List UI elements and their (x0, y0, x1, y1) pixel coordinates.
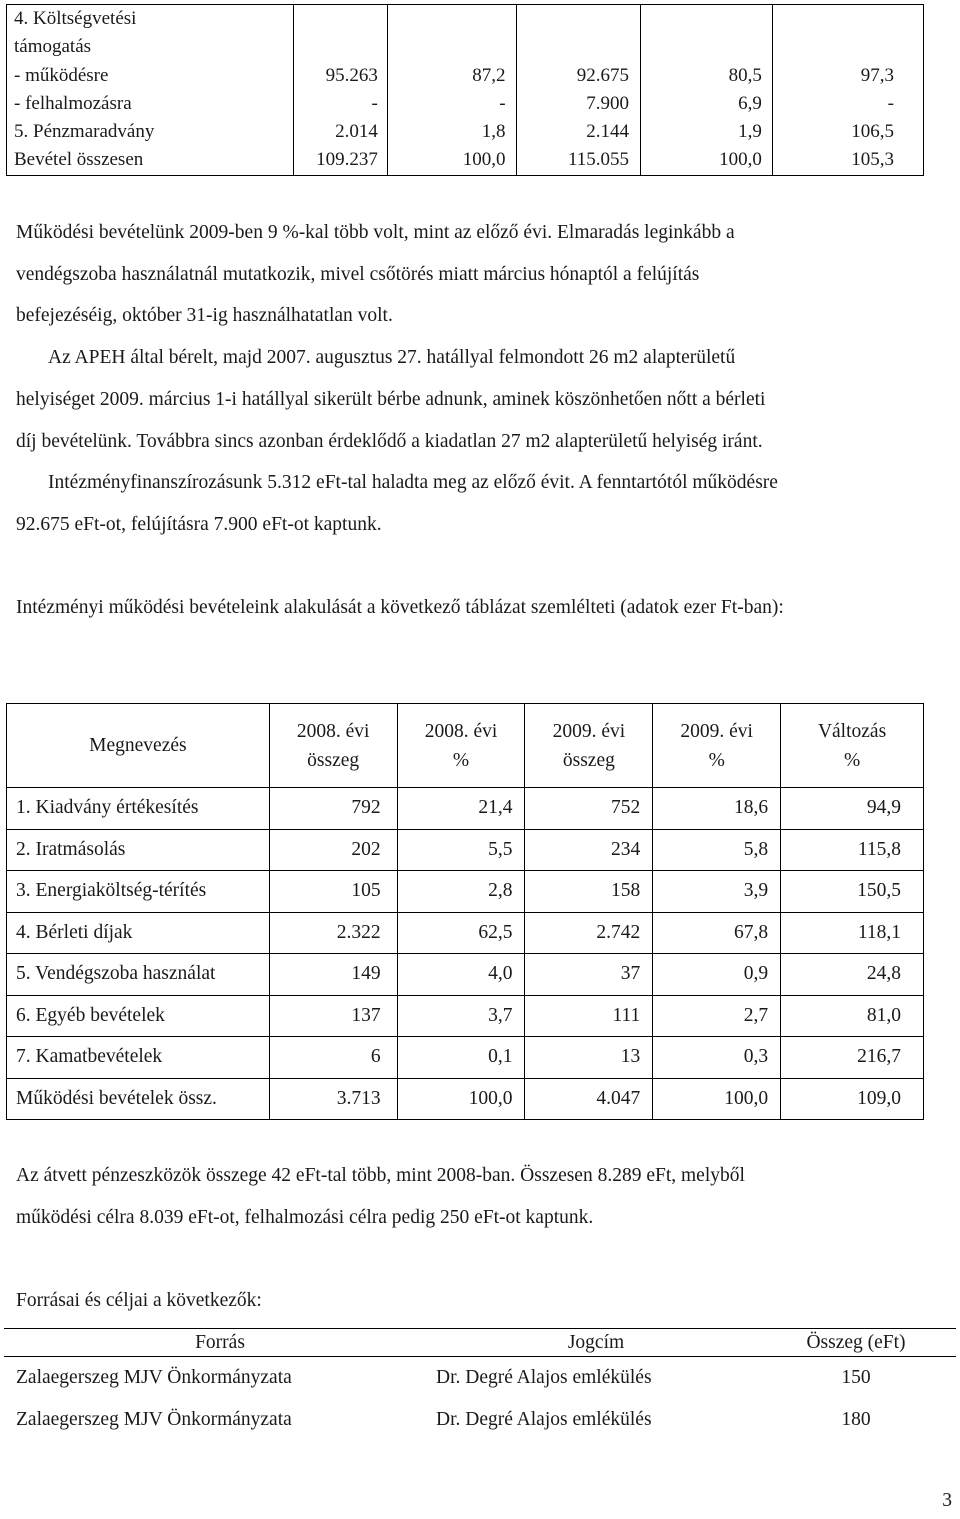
cell-value (641, 33, 762, 61)
cell-value: 2.322 (269, 912, 397, 954)
cell-value: 118,1 (781, 912, 924, 954)
paragraph-line: díj bevételünk. Továbbra sincs azonban érdeklődő a kiadatlan 27 m2 alapterületű helyiség iránt. (16, 430, 763, 452)
cell-value: 13 (525, 1037, 653, 1079)
cell-jogcim: Dr. Degré Alajos emlékülés (436, 1367, 652, 1388)
cell-value: 100,0 (397, 1078, 525, 1120)
table-header-row (7, 704, 924, 788)
cell-value: 95.263 (325, 64, 378, 86)
cell-value: 81,0 (781, 995, 924, 1037)
cell-value: 24,8 (781, 954, 924, 996)
cell-value: 4.047 (525, 1078, 653, 1120)
cell-value: 1,9 (738, 121, 762, 143)
cell-value: - (371, 92, 378, 114)
paragraph-line: Intézményfinanszírozásunk 5.312 eFt-tal haladta meg az előző évit. A fenntartótól működésre (48, 472, 778, 494)
row-label: 5. Pénzmaradvány (14, 121, 155, 143)
row-name: 7. Kamatbevételek (7, 1037, 270, 1079)
cell-value: 105 (269, 871, 397, 913)
cell-value: 149 (269, 954, 397, 996)
header-change-percent: Változás % (781, 704, 924, 788)
table-row (7, 954, 924, 996)
row-name: 2. Iratmásolás (7, 829, 270, 871)
cell-value: 2,8 (397, 871, 525, 913)
cell-value (773, 33, 894, 61)
income-table (6, 703, 924, 1120)
cell-value: 216,7 (781, 1037, 924, 1079)
table-row (7, 1037, 924, 1079)
cell-value: 752 (525, 788, 653, 830)
cell-value: 100,0 (719, 149, 762, 171)
cell-value: 3,7 (397, 995, 525, 1037)
cell-value (517, 5, 629, 33)
cell-value: 3.713 (269, 1078, 397, 1120)
paragraph-line: Működési bevételünk 2009-ben 9 %-kal több volt, mint az előző évi. Elmaradás leginkább a (16, 222, 735, 243)
table-row (7, 871, 924, 913)
row-name: 4. Bérleti díjak (7, 912, 270, 954)
cell-value: 80,5 (728, 64, 762, 86)
cell-value: 2,7 (653, 995, 781, 1037)
page-number: 3 (942, 1490, 952, 1511)
paragraph-line: vendégszoba használatnál mutatkozik, mivel csőtörés miatt március hónaptól a felújítás (16, 263, 700, 285)
cell-value: 5,8 (653, 829, 781, 871)
cell-value: 67,8 (653, 912, 781, 954)
table-row (7, 829, 924, 871)
paragraph-line: Az átvett pénzeszközök összege 42 eFt-tal több, mint 2008-ban. Összesen 8.289 eFt, melyből (16, 1165, 745, 1186)
cell-value: 4,0 (397, 954, 525, 996)
cell-value: 109.237 (316, 149, 378, 171)
cell-osszeg: 180 (841, 1409, 871, 1430)
cell-value: 202 (269, 829, 397, 871)
cell-value: 106,5 (851, 121, 894, 143)
cell-value (773, 5, 894, 33)
header-2008-amount: 2008. évi összeg (269, 704, 397, 788)
cell-value: 158 (525, 871, 653, 913)
cell-value: 5,5 (397, 829, 525, 871)
cell-value: 234 (525, 829, 653, 871)
header-jogcim: Jogcím (436, 1329, 756, 1357)
cell-value: 18,6 (653, 788, 781, 830)
cell-value: 2.742 (525, 912, 653, 954)
paragraph-line: működési célra 8.039 eFt-ot, felhalmozási célra pedig 250 eFt-ot kaptunk. (16, 1206, 594, 1228)
row-label: - felhalmozásra (14, 92, 132, 114)
cell-value: 2.014 (335, 121, 378, 143)
paragraph-transferred-funds (16, 1155, 936, 1238)
table-row (4, 1357, 956, 1400)
budget-table (6, 4, 924, 176)
sources-table (4, 1328, 956, 1441)
cell-value: 0,3 (653, 1037, 781, 1079)
paragraph-operating-income (16, 212, 936, 546)
cell-value: 111 (525, 995, 653, 1037)
row-label: támogatás (14, 36, 92, 58)
header-2008-percent: 2008. évi % (397, 704, 525, 788)
cell-value: 94,9 (781, 788, 924, 830)
cell-value: 150,5 (781, 871, 924, 913)
cell-value: 97,3 (860, 64, 894, 86)
table-row (7, 5, 924, 176)
row-name: 6. Egyéb bevételek (7, 995, 270, 1037)
table-row-total (7, 1078, 924, 1120)
cell-forras: Zalaegerszeg MJV Önkormányzata (16, 1409, 292, 1430)
cell-value: 109,0 (781, 1078, 924, 1120)
header-name: Megnevezés (7, 704, 270, 788)
header-forras: Forrás (4, 1329, 436, 1357)
row-name: 5. Vendégszoba használat (7, 954, 270, 996)
cell-jogcim: Dr. Degré Alajos emlékülés (436, 1409, 652, 1430)
paragraph-line: befejezéséig, október 31-ig használhatatlan volt. (16, 305, 393, 327)
cell-value: 2.144 (586, 121, 629, 143)
cell-value: 100,0 (462, 149, 506, 171)
paragraph-line: helyiséget 2009. március 1-i hatállyal sikerült bérbe adnunk, aminek köszönhetően nőtt a bérleti (16, 388, 766, 410)
cell-value (294, 5, 378, 33)
cell-value: 137 (269, 995, 397, 1037)
cell-value: 1,8 (481, 121, 506, 143)
cell-value: 62,5 (397, 912, 525, 954)
cell-value: 105,3 (851, 149, 894, 171)
cell-value: - (499, 92, 506, 114)
cell-osszeg: 150 (841, 1367, 871, 1388)
table-row (7, 995, 924, 1037)
table-row (7, 912, 924, 954)
cell-value: 21,4 (397, 788, 525, 830)
cell-value: 115.055 (567, 149, 629, 171)
sources-intro: Forrásai és céljai a következők: (16, 1290, 262, 1311)
table-row (4, 1399, 956, 1441)
cell-value: 92.675 (576, 64, 629, 86)
cell-value: 3,9 (653, 871, 781, 913)
cell-value (388, 5, 506, 33)
row-name: 1. Kiadvány értékesítés (7, 788, 270, 830)
cell-value: 115,8 (781, 829, 924, 871)
row-name: 3. Energiaköltség-térítés (7, 871, 270, 913)
row-label: - működésre (14, 64, 109, 86)
cell-value: 6,9 (738, 92, 762, 114)
cell-value (641, 5, 762, 33)
cell-value: 6 (269, 1037, 397, 1079)
table-header-row (4, 1329, 956, 1357)
row-label: Bevétel összesen (14, 149, 144, 171)
cell-value: 87,2 (472, 64, 506, 86)
cell-value (517, 33, 629, 61)
cell-value: 0,1 (397, 1037, 525, 1079)
cell-value (294, 33, 378, 61)
header-osszeg: Összeg (eFt) (756, 1329, 956, 1357)
cell-value: 100,0 (653, 1078, 781, 1120)
cell-value: 7.900 (586, 92, 629, 114)
table-row (7, 788, 924, 830)
row-name: Működési bevételek össz. (7, 1078, 270, 1120)
header-2009-amount: 2009. évi összeg (525, 704, 653, 788)
table-intro: Intézményi működési bevételeink alakulását a következő táblázat szemlélteti (adatok ezer Ft-ban): (16, 597, 784, 618)
header-2009-percent: 2009. évi % (653, 704, 781, 788)
cell-value: - (887, 92, 894, 114)
paragraph-line: 92.675 eFt-ot, felújításra 7.900 eFt-ot kaptunk. (16, 513, 382, 535)
cell-value: 792 (269, 788, 397, 830)
cell-value: 0,9 (653, 954, 781, 996)
paragraph-line: Az APEH által bérelt, majd 2007. augusztus 27. hatállyal felmondott 26 m2 alapterületű (48, 347, 736, 369)
cell-value (388, 33, 506, 61)
row-label: 4. Költségvetési (14, 8, 137, 29)
cell-value: 37 (525, 954, 653, 996)
cell-forras: Zalaegerszeg MJV Önkormányzata (16, 1367, 292, 1388)
